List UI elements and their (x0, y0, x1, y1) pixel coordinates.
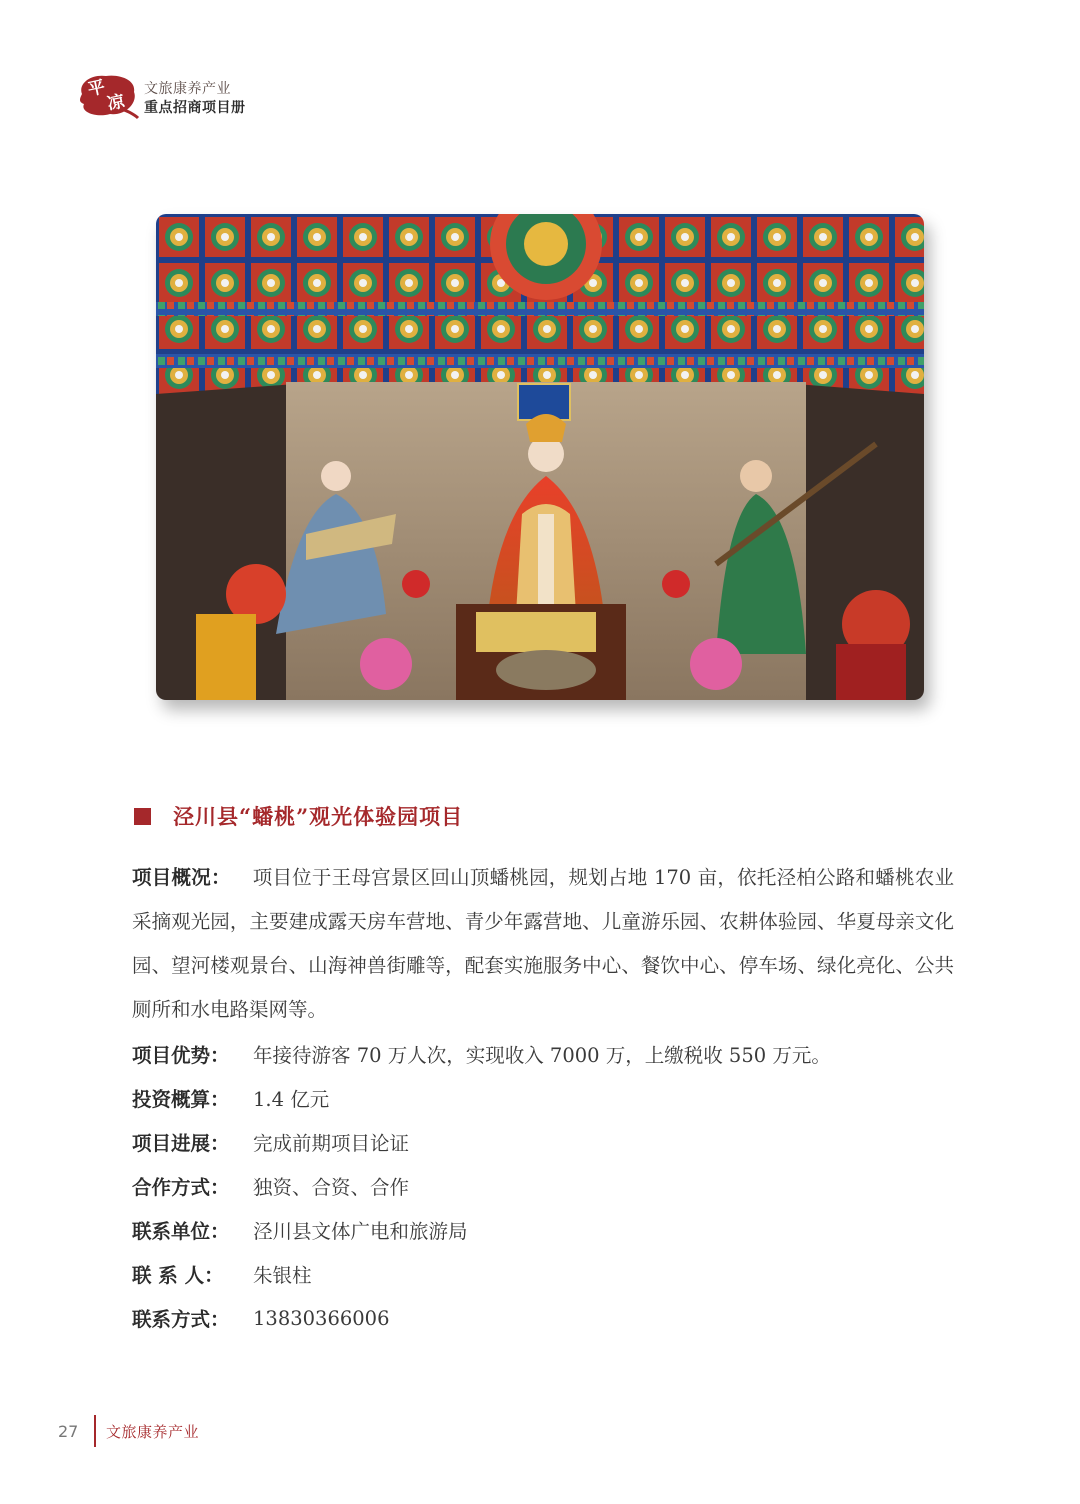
page-number: 27 (58, 1421, 79, 1441)
field-contact-unit (132, 1208, 954, 1252)
field-progress (132, 1120, 954, 1164)
project-details (132, 1032, 954, 1340)
field-label: 联系单位： (132, 1220, 230, 1243)
section-title (134, 800, 463, 832)
field-value: 朱银柱 (253, 1264, 312, 1287)
field-contact-phone (132, 1296, 954, 1340)
seal-char-1: 平 (86, 77, 107, 101)
project-title: 泾川县“蟠桃”观光体验园项目 (173, 804, 464, 829)
field-value: 独资、合资、合作 (253, 1176, 410, 1199)
field-contact-person (132, 1252, 954, 1296)
header-logo (76, 68, 276, 124)
field-investment (132, 1076, 954, 1120)
footer-divider (94, 1415, 96, 1447)
field-label: 联系方式： (132, 1308, 230, 1331)
header-title: 重点招商项目册 (144, 100, 246, 116)
field-value: 年接待游客 70 万人次，实现收入 7000 万，上缴税收 550 万元。 (253, 1044, 831, 1067)
field-label: 联 系 人： (132, 1264, 224, 1287)
seal-char-2: 凉 (105, 91, 127, 115)
project-overview (132, 856, 954, 1032)
field-label: 合作方式： (132, 1176, 230, 1199)
title-square-icon (134, 808, 151, 825)
header-subtitle: 文旅康养产业 (144, 81, 231, 97)
footer-label: 文旅康养产业 (106, 1422, 200, 1441)
field-advantage (132, 1032, 954, 1076)
overview-label: 项目概况： (132, 866, 231, 889)
field-value: 完成前期项目论证 (253, 1132, 410, 1155)
field-label: 投资概算： (132, 1088, 230, 1111)
temple-photo (156, 214, 924, 700)
field-value: 13830366006 (253, 1306, 390, 1330)
overview-text: 项目位于王母宫景区回山顶蟠桃园，规划占地 170 亩，依托泾柏公路和蟠桃农业采摘观光园，主要建成露天房车营地、青少年露营地、儿童游乐园、农耕体验园、华夏母亲文化园、望河楼观景台、山海神兽街雕等，配套实施服务中心、餐饮中心、停车场、绿化亮化、公共厕所和水电路渠网等。 (132, 866, 954, 1021)
field-cooperation (132, 1164, 954, 1208)
field-label: 项目优势： (132, 1044, 230, 1067)
page-footer (58, 1414, 199, 1448)
field-value: 泾川县文体广电和旅游局 (253, 1220, 468, 1243)
field-value: 1.4 亿元 (253, 1088, 330, 1111)
field-label: 项目进展： (132, 1132, 230, 1155)
temple-statues-image (156, 214, 924, 700)
